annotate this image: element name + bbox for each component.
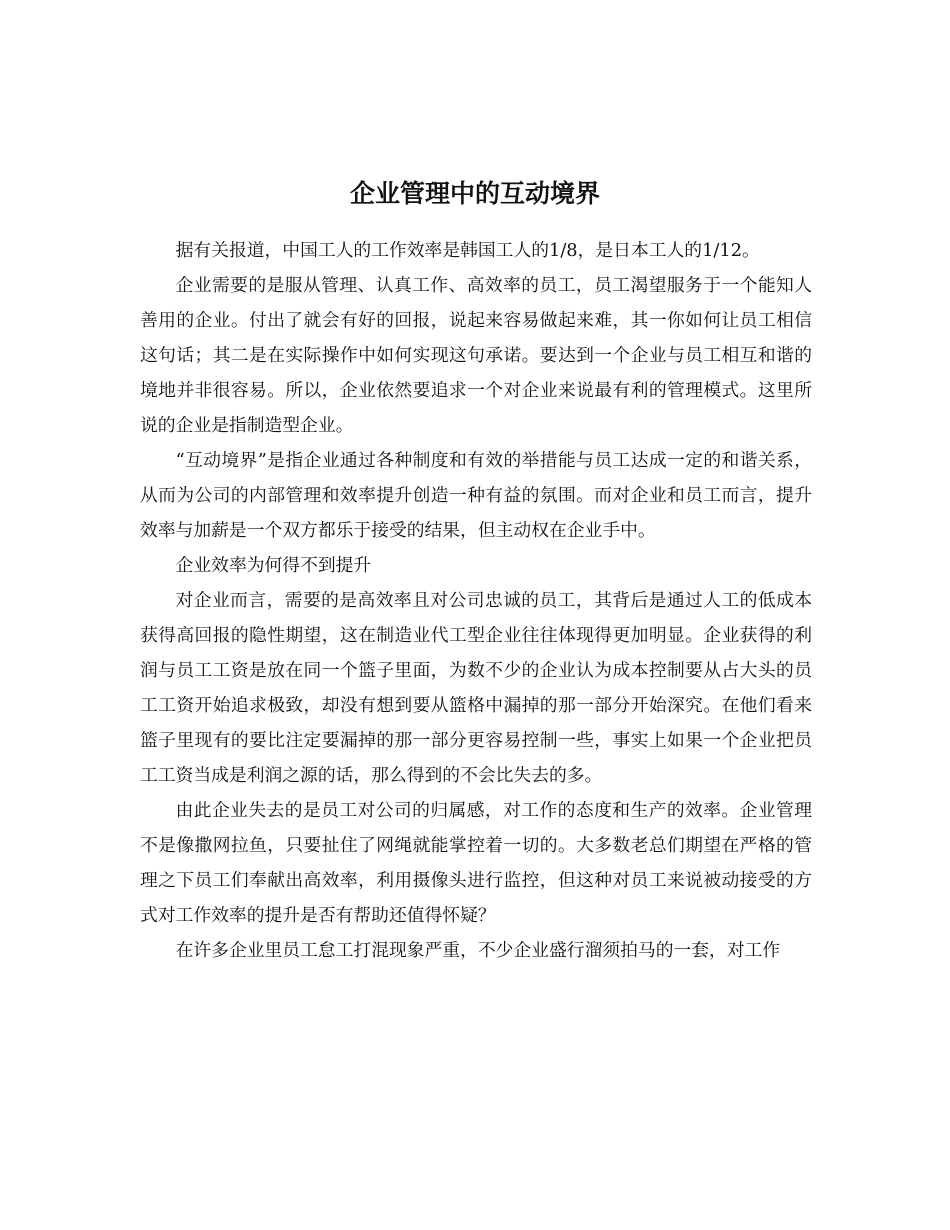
section-heading-efficiency: 企业效率为何得不到提升 — [175, 555, 372, 576]
document-body — [140, 233, 812, 968]
paragraph-low-cost-expectation: 对企业而言，需要的是高效率且对公司忠诚的员工，其背后是通过人工的低成本获得高回报的隐性期望，这在制造业代工型企业往往体现得更加明显。企业获得的利润与员工工资是放在同一个篮子里面，为数不少的企业认为成本控制要从占大头的员工工资开始追求极致，却没有想到要从篮格中漏掉的那一部分开始深究。在他们看来篮子里现有的要比注定要漏掉的那一部分更容易控制一些，事实上如果一个企业把员工工资当成是利润之源的话，那么得到的不会比失去的多。 — [140, 590, 812, 786]
paragraph-belonging-loss: 由此企业失去的是员工对公司的归属感，对工作的态度和生产的效率。企业管理不是像撒网拉鱼，只要扯住了网绳就能掌控着一切的。大多数老总们期望在严格的管理之下员工们奉献出高效率，利用摄像头进行监控，但这种对员工来说被动接受的方式对工作效率的提升是否有帮助还值得怀疑？ — [140, 800, 812, 926]
paragraph-interaction-definition: “互动境界”是指企业通过各种制度和有效的举措能与员工达成一定的和谐关系，从而为公司的内部管理和效率提升创造一种有益的氛围。而对企业和员工而言，提升效率与加薪是一个双方都乐于接受的结果，但主动权在企业手中。 — [140, 450, 812, 541]
paragraph-efficiency-report: 据有关报道，中国工人的工作效率是韩国工人的1/8，是日本工人的1/12。 — [175, 240, 760, 261]
document-title: 企业管理中的互动境界 — [349, 179, 600, 208]
paragraph-slacking-phenomenon: 在许多企业里员工怠工打混现象严重，不少企业盛行溜须拍马的一套，对工作 — [175, 940, 781, 961]
paragraph-enterprise-needs: 企业需要的是服从管理、认真工作、高效率的员工，员工渴望服务于一个能知人善用的企业。付出了就会有好的回报，说起来容易做起来难，其一你如何让员工相信这句话；其二是在实际操作中如何实现这句承诺。要达到一个企业与员工相互和谐的境地并非很容易。所以，企业依然要追求一个对企业来说最有利的管理模式。这里所说的企业是指制造型企业。 — [140, 275, 812, 436]
